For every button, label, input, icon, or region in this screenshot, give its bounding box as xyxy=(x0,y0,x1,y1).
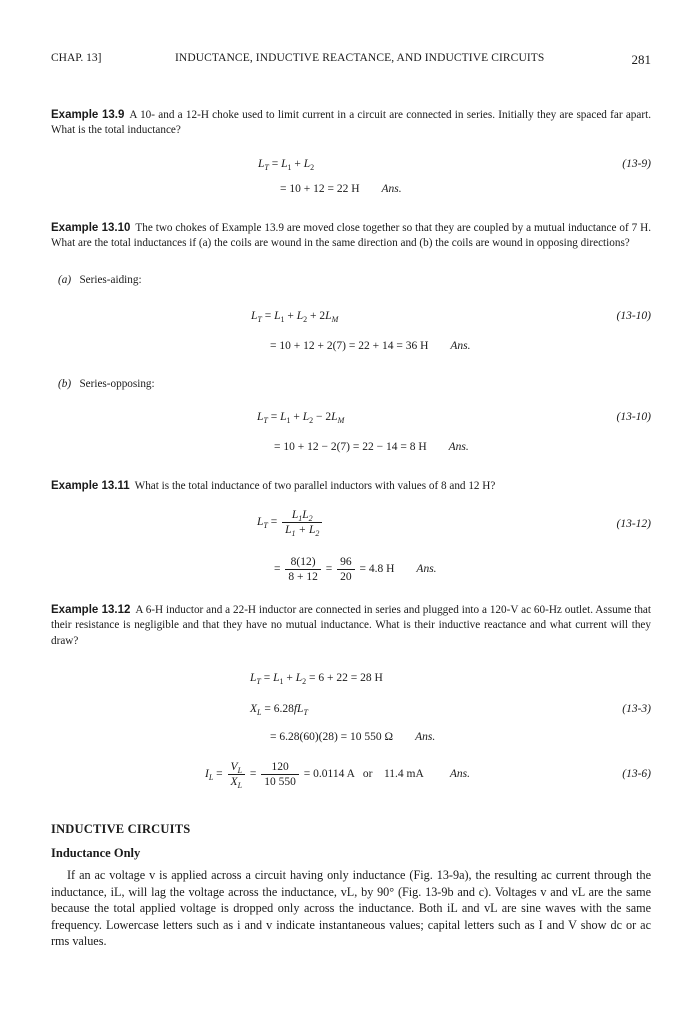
equation-number: (13-9) xyxy=(622,158,651,170)
equation-result: = 6.28(60)(28) = 10 550 Ω xyxy=(270,731,394,743)
equation-series-aiding-line1: $L_T = L_1 + L_2 + 2L_M$ xyxy=(251,310,339,324)
answer-label: Ans. xyxy=(450,340,471,352)
equation-number: (13-3) xyxy=(622,703,651,715)
answer-label: Ans. xyxy=(449,768,470,781)
fraction xyxy=(337,555,355,584)
fraction: $\frac{V_L}{X_L}$ xyxy=(228,760,245,789)
chapter-label: CHAP. 13] xyxy=(51,52,102,64)
fraction xyxy=(285,555,321,584)
page-number: 281 xyxy=(631,52,651,67)
running-header xyxy=(51,52,651,68)
case-a-text: Series-aiding: xyxy=(79,274,142,286)
equation-number: (13-10) xyxy=(616,411,651,423)
equation-series-aiding-line2 xyxy=(270,340,471,352)
answer-label: Ans. xyxy=(448,441,469,453)
fraction-denominator: 20 xyxy=(340,571,352,583)
or-word: or xyxy=(362,768,373,781)
example-13-10 xyxy=(51,221,651,252)
equation-number: (13-6) xyxy=(622,768,651,780)
example-13-12 xyxy=(51,603,651,649)
equation-current: $I_L$ = $\frac{V_L}{X_L}$ = $\frac{120}{10 550}$ = 0.0114 A or 11.4 mA Ans. xyxy=(205,761,470,790)
example-label: Example 13.9 xyxy=(51,109,125,121)
case-b-label: (b) xyxy=(58,378,72,390)
equation-result: = 10 + 12 + 2(7) = 22 + 14 = 36 H xyxy=(270,340,429,352)
case-b xyxy=(58,378,155,390)
example-13-11 xyxy=(51,479,651,494)
equation-reactance-line2 xyxy=(270,731,435,743)
section-heading: INDUCTIVE CIRCUITS xyxy=(51,822,191,836)
equation-reactance-line1: $X_L = 6.28fL_T$ xyxy=(250,703,308,717)
example-label: Example 13.12 xyxy=(51,604,131,616)
answer-label: Ans. xyxy=(381,183,402,195)
equation-series-opposing-line1: $L_T = L_1 + L_2 - 2L_M$ xyxy=(257,411,345,425)
example-text: A 6-H inductor and a 22-H inductor are connected in series and plugged into a 120-V ac 60-Hz outlet. Assume that their resistance is negligible and that they have no mutual inductance. What is their inductive reactance and what current will they draw? xyxy=(51,604,651,647)
fraction xyxy=(261,760,299,789)
answer-label: Ans. xyxy=(416,563,437,576)
fraction-numerator: 96 xyxy=(337,555,355,570)
example-text: The two chokes of Example 13.9 are moved close together so that they are coupled by a mutual inductance of 7 H. What are the total inductances if (a) the coils are wound in the same direction and (b) the coils are wound in opposing directions? xyxy=(51,222,651,250)
answer-label: Ans. xyxy=(415,731,436,743)
equation-result: = 10 + 12 = 22 H xyxy=(280,183,360,195)
equation-number: (13-12) xyxy=(616,518,651,530)
example-13-9 xyxy=(51,108,651,139)
section-paragraph: If an ac voltage v is applied across a circuit having only inductance (Fig. 13-9a), the resulting ac current through the inductance, iL, will lag the voltage across the inductance, vL, by 90° (Fig. 13-9b and c). Voltages v and vL are the same because the total applied voltage is dropped only across the inductance. Both iL and vL are sine waves with the same frequency. Lowercase letters such as i and v indicate instantaneous values; capital letters such as I and V show dc or ac rms values. xyxy=(51,868,651,948)
chapter-title: INDUCTANCE, INDUCTIVE REACTANCE, AND INDUCTIVE CIRCUITS xyxy=(175,52,545,64)
equation-result: = 6 + 22 = 28 H xyxy=(309,672,383,684)
case-a xyxy=(58,274,142,286)
alt-result: 11.4 mA xyxy=(383,768,424,781)
fraction-numerator: 8(12) xyxy=(285,555,321,570)
case-b-text: Series-opposing: xyxy=(79,378,155,390)
fraction-denominator: 10 550 xyxy=(264,776,296,788)
subsection-heading: Inductance Only xyxy=(51,846,141,860)
case-a-label: (a) xyxy=(58,274,72,286)
fraction-numerator: 120 xyxy=(261,760,299,775)
equation-13-9-line2 xyxy=(280,183,402,195)
example-label: Example 13.10 xyxy=(51,222,131,234)
equation-result: = 0.0114 A xyxy=(303,768,355,781)
fraction: $\frac{L_1L_2}{L_1 + L_2}$ xyxy=(282,508,322,537)
example-text: What is the total inductance of two parallel inductors with values of 8 and 12 H? xyxy=(134,480,496,492)
example-text: A 10- and a 12-H choke used to limit current in a circuit are connected in series. Initially they are spaced far apart. What is the total inductance? xyxy=(51,109,651,137)
example-label: Example 13.11 xyxy=(51,480,130,492)
equation-parallel-line1: $L_T$ = $\frac{L_1L_2}{L_1 + L_2}$ xyxy=(257,508,324,537)
equation-result: = 10 + 12 − 2(7) = 22 − 14 = 8 H xyxy=(274,441,427,453)
equation-result: = 4.8 H xyxy=(359,563,395,576)
equation-parallel-line2: = $\frac{8(12)}{8 + 12}$ = $\frac{96}{20}$ = 4.8 H Ans. xyxy=(274,556,437,583)
equation-number: (13-10) xyxy=(616,310,651,322)
equation-series-opposing-line2 xyxy=(274,441,469,453)
equation-total-inductance: $L_T = L_1 + L_2 = 6 + 22 = 28$ H xyxy=(250,672,383,686)
equation-13-9-line1: $L_T = L_1 + L_2$ xyxy=(258,158,315,172)
fraction-denominator: 8 + 12 xyxy=(288,571,318,583)
